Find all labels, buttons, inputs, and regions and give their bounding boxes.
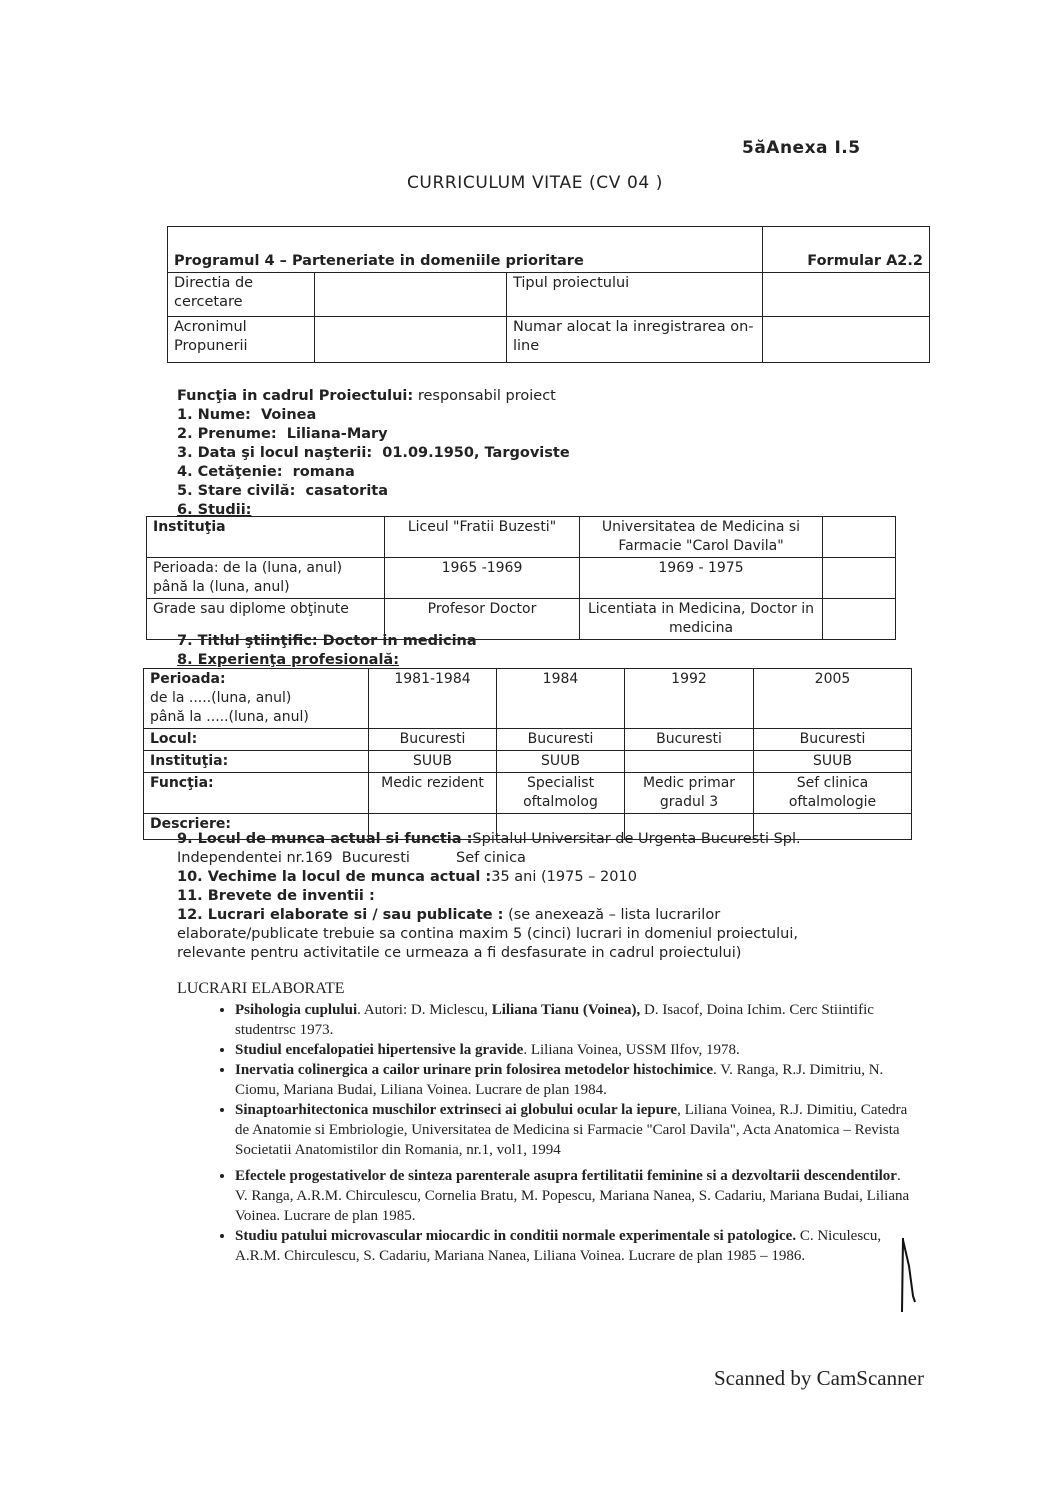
annex-label: 5ăAnexa I.5: [742, 138, 861, 158]
perioada-label: Perioada:: [150, 671, 226, 687]
tipul-label: Tipul proiectului: [506, 273, 762, 317]
field-label: Funcţia in cadrul Proiectului:: [177, 388, 414, 404]
field-functia: [177, 387, 570, 406]
exp-row-label: Descriere:: [144, 814, 369, 840]
exp-cell: Bucuresti: [369, 729, 497, 751]
list-item: [235, 1166, 915, 1226]
studii-row-label: Instituţia: [147, 517, 385, 558]
section-value: (se anexează – lista lucrarilor: [503, 907, 721, 923]
exp-row-label: Locul:: [144, 729, 369, 751]
section-12-cont: relevante pentru activitatile ce urmeaza a fi desfasurate in cadrul proiectului): [177, 945, 742, 961]
page-title: CURRICULUM VITAE (CV 04 ): [406, 173, 664, 193]
studii-row-label: Grade sau diplome obţinute: [147, 599, 385, 640]
field-label: 7. Titlul ştiinţific:: [177, 633, 318, 649]
acronim-label: Acronimul Propunerii: [168, 317, 315, 363]
pub-details: . Liliana Voinea, USSM Ilfov, 1978.: [523, 1042, 740, 1058]
field-studii: 6. Studii:: [177, 502, 252, 518]
field-value: responsabil proiect: [413, 388, 556, 404]
pub-title: Sinaptoarhitectonica muschilor extrinseci ai globului ocular la iepure: [235, 1102, 678, 1118]
studii-cell: Profesor Doctor: [385, 599, 580, 640]
field-label: 4. Cetăţenie:: [177, 464, 283, 480]
exp-cell: [625, 751, 754, 773]
pub-author-bold: Liliana Tianu (Voinea),: [491, 1002, 641, 1018]
field-value: Liliana-Mary: [276, 426, 388, 442]
field-label: 2. Prenume:: [177, 426, 277, 442]
field-prenume: [177, 425, 570, 444]
exp-cell: SUUB: [754, 751, 912, 773]
studii-cell: Licentiata in Medicina, Doctor in medicina: [580, 599, 823, 640]
pub-title: Studiu patului microvascular miocardic in conditii normale experimentale si patologice.: [235, 1228, 797, 1244]
studii-row-label: Perioada: de la (luna, anul) până la (luna, anul): [147, 558, 385, 599]
exp-cell: Medic rezident: [369, 773, 497, 814]
list-item: [235, 1060, 915, 1100]
list-item: [235, 1000, 915, 1040]
studii-cell: 1969 - 1975: [580, 558, 823, 599]
formular-cell: Formular A2.2: [763, 227, 930, 273]
section-10: [177, 868, 877, 887]
pub-details: . V. Ranga, A.R.M. Chirculescu, Cornelia Bratu, M. Popescu, Mariana Nanea, S. Cadariu, Mariana Budai, Liliana Voinea. Lucrare de plan 1985.: [235, 1168, 910, 1224]
pub-title: Efectele progestativelor de sinteza parenterale asupra fertilitatii feminine si a dezvoltarii descendentilor: [235, 1168, 897, 1184]
studii-cell: Universitatea de Medicina si Farmacie "Carol Davila": [580, 517, 823, 558]
experienta-heading: 8. Experienţa profesională:: [177, 652, 400, 668]
sections-9-12: [177, 830, 877, 963]
program-cell: Programul 4 – Parteneriate in domeniile prioritare: [168, 227, 763, 273]
directia-label: Directia de cercetare: [168, 273, 315, 317]
exp-cell: 2005: [754, 669, 912, 729]
form-header-table: [167, 226, 930, 363]
field-nume: [177, 406, 570, 425]
perioada-to: până la .....(luna, anul): [150, 709, 309, 725]
studii-table: [146, 516, 896, 640]
pub-details: , Liliana Voinea, R.J. Dimitiu, Catedra de Anatomie si Embriologie, Universitatea de Medicina si Farmacie "Carol Davila", Acta Anatomica – Revista Societatii Anatomistilor din Romania, nr.1, vol1, 1994: [235, 1102, 908, 1158]
field-nastere: [177, 444, 570, 463]
exp-cell: Bucuresti: [625, 729, 754, 751]
section-label: 10. Vechime la locul de munca actual :: [177, 869, 492, 885]
directia-value: [314, 273, 506, 317]
exp-cell: SUUB: [497, 751, 625, 773]
exp-cell: Sef clinica oftalmologie: [754, 773, 912, 814]
section-9: [177, 830, 877, 849]
pub-title: Psihologia cuplului: [235, 1002, 358, 1018]
titlu-stiintific: [177, 633, 477, 649]
exp-cell: Bucuresti: [497, 729, 625, 751]
field-stare-civila: [177, 482, 570, 501]
field-cetatenie: [177, 463, 570, 482]
exp-cell: 1981-1984: [369, 669, 497, 729]
field-label: 3. Data şi locul naşterii:: [177, 445, 373, 461]
perioada-from: de la .....(luna, anul): [150, 690, 292, 706]
section-11: 11. Brevete de inventii :: [177, 888, 375, 904]
list-item: [235, 1226, 915, 1266]
section-label: 12. Lucrari elaborate si / sau publicate :: [177, 907, 504, 923]
exp-row-label: Instituţia:: [144, 751, 369, 773]
camscanner-watermark: Scanned by CamScanner: [714, 1366, 924, 1390]
exp-cell: Specialist oftalmolog: [497, 773, 625, 814]
studii-cell: [823, 599, 896, 640]
exp-cell: Medic primar gradul 3: [625, 773, 754, 814]
list-item: [235, 1040, 915, 1060]
personal-fields: [177, 387, 570, 520]
studii-cell: Liceul "Fratii Buzesti": [385, 517, 580, 558]
exp-cell: 1984: [497, 669, 625, 729]
exp-cell: 1992: [625, 669, 754, 729]
list-item: [235, 1100, 915, 1160]
field-value: casatorita: [295, 483, 389, 499]
pub-details: C. Niculescu, A.R.M. Chirculescu, S. Cadariu, Mariana Nanea, Liliana Voinea. Lucrare de plan 1985 – 1986.: [235, 1228, 882, 1264]
pub-details: . Autori: D. Miclescu,: [357, 1002, 492, 1018]
field-value: 01.09.1950, Targoviste: [372, 445, 570, 461]
studii-cell: [823, 517, 896, 558]
experienta-table: [143, 668, 912, 840]
field-value: romana: [282, 464, 355, 480]
publications-list: [205, 1000, 915, 1266]
pub-details: D. Isacof, Doina Ichim. Cerc Stiintific studentrsc 1973.: [235, 1002, 874, 1038]
pub-title: Inervatia colinergica a cailor urinare prin folosirea metodelor histochimice: [235, 1062, 713, 1078]
numar-label: Numar alocat la inregistrarea on-line: [506, 317, 762, 363]
section-label: 9. Locul de munca actual si functia :: [177, 831, 473, 847]
exp-cell: SUUB: [369, 751, 497, 773]
pub-details: . V. Ranga, R.J. Dimitriu, N. Ciomu, Mariana Budai, Liliana Voinea. Lucrare de plan 1984.: [235, 1062, 884, 1098]
lucrari-title: LUCRARI ELABORATE: [177, 980, 345, 997]
section-12: [177, 906, 877, 925]
acronim-value: [314, 317, 506, 363]
exp-row-label: [144, 669, 369, 729]
numar-value: [763, 317, 930, 363]
tipul-value: [763, 273, 930, 317]
studii-cell: [823, 558, 896, 599]
field-label: 5. Stare civilă:: [177, 483, 296, 499]
section-value: Spitalul Universitar de Urgenta Bucuresti Spl.: [472, 831, 801, 847]
signature-mark: [895, 1236, 925, 1316]
field-value: Doctor in medicina: [317, 633, 477, 649]
exp-row-label: Funcţia:: [144, 773, 369, 814]
field-value: Voinea: [250, 407, 317, 423]
section-9-cont: Independentei nr.169 Bucuresti Sef cinica: [177, 850, 526, 866]
exp-cell: Bucuresti: [754, 729, 912, 751]
section-12-cont: elaborate/publicate trebuie sa contina maxim 5 (cinci) lucrari in domeniul proiectului,: [177, 926, 798, 942]
studii-cell: 1965 -1969: [385, 558, 580, 599]
field-label: 1. Nume:: [177, 407, 251, 423]
pub-title: Studiul encefalopatiei hipertensive la gravide: [235, 1042, 524, 1058]
section-value: 35 ani (1975 – 2010: [491, 869, 637, 885]
